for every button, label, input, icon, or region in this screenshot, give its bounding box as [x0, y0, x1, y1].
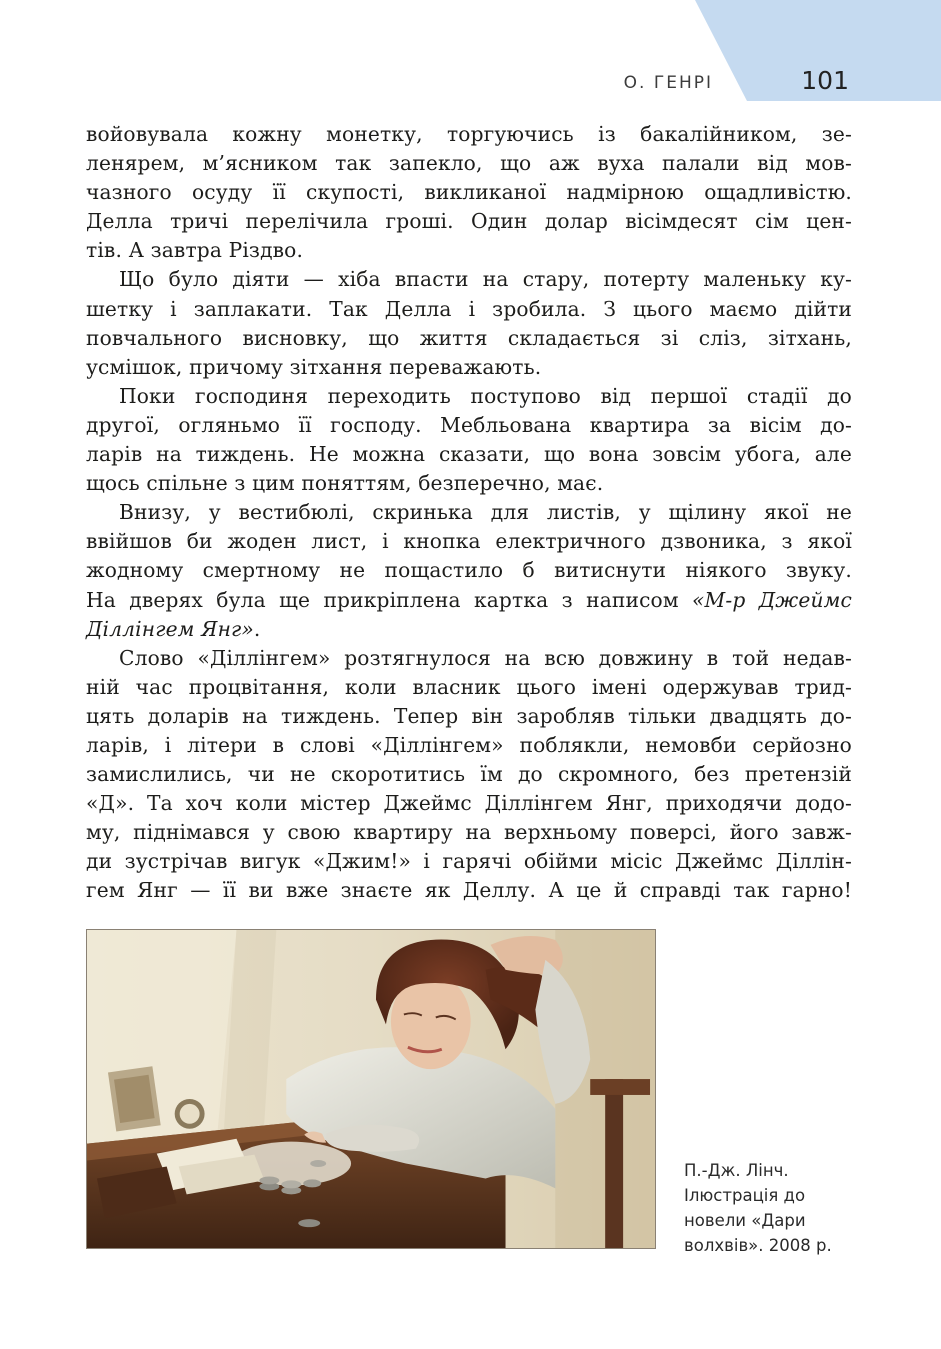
text-line: Що було діяти — хіба впасти на стару, потерту маленьку ку- [119, 267, 852, 292]
paragraph-5-cont [86, 673, 852, 906]
text-line-with-italic [86, 586, 852, 615]
caption-line: новели «Дари [684, 1211, 806, 1230]
text-line: другої, огляньмо її господу. Мебльована квартира за вісім до- [86, 412, 852, 437]
paragraph-4-end [86, 615, 852, 644]
text-line: жодному смертному не пощастило б витиснути ніякого звуку. [86, 558, 852, 583]
paragraph-2 [86, 265, 852, 294]
text-line: Слово «Діллінгем» розтягнулося на всю довжину в той недав- [119, 645, 852, 670]
italic-name: «М-р Джеймс [692, 587, 852, 612]
body-text [86, 120, 852, 906]
caption-line: волхвів». 2008 р. [684, 1236, 832, 1255]
figure-caption [684, 1158, 884, 1258]
text-line: «Д». Та хоч коли містер Джеймс Діллінгем Янг, приходячи додо- [86, 791, 852, 816]
italic-name-end: Діллінгем Янг» [86, 616, 254, 641]
paragraph-2-end [86, 353, 852, 382]
page-number: 101 [801, 66, 849, 95]
text-line: ленярем, м’ясником так запекло, що аж вуха палали від мов- [86, 151, 852, 176]
paragraph-5 [86, 644, 852, 673]
text-line: гем Янг — її ви вже знаєте як Деллу. А це й справді так гарно! [86, 878, 852, 903]
paragraph-3-cont [86, 411, 852, 469]
text-line: чазного осуду її скупості, викликаної надмірною ощадливістю. [86, 180, 852, 205]
text-line: шетку і заплакати. Так Делла і зробила. З цього маємо дійти [86, 296, 852, 321]
text-span: На дверях була ще прикріплена картка з написом [86, 587, 679, 612]
text-line: ларів на тиждень. Не можна сказати, що вона зовсім убога, але [86, 442, 852, 467]
text-line: ди зустрічав вигук «Джим!» і гарячі обійми місіс Джеймс Діллін- [86, 849, 852, 874]
paragraph-3 [86, 382, 852, 411]
paragraph-4-cont [86, 527, 852, 614]
text-span: . [253, 616, 261, 641]
paragraph-2-cont [86, 295, 852, 353]
text-line: усмішок, причому зітхання переважають. [86, 354, 542, 379]
text-line: ввійшов би жоден лист, і кнопка електричного дзвоника, з якої [86, 529, 852, 554]
text-line: Поки господиня переходить поступово від першої стадії до [119, 383, 852, 408]
caption-line: П.-Дж. Лінч. [684, 1161, 789, 1180]
text-line: цять доларів на тиждень. Тепер він заробляв тільки двадцять до- [86, 703, 852, 728]
text-line: войовувала кожну монетку, торгуючись із бакалійником, зе- [86, 122, 852, 146]
paragraph-4 [86, 498, 852, 527]
painting-woman-counting-coins [87, 930, 655, 1248]
paragraph-3-end [86, 469, 852, 498]
text-line: Делла тричі перелічила гроші. Один долар вісімдесят сім цен- [86, 209, 852, 234]
text-line-italic [86, 615, 852, 644]
illustration-image [86, 929, 656, 1249]
text-line: замислились, чи не скоротитись їм до скромного, без претензій [86, 762, 852, 787]
text-line: му, піднімався у свою квартиру на верхньому поверсі, його завж- [86, 820, 852, 845]
text-line: тів. А завтра Різдво. [86, 238, 304, 263]
text-line: Внизу, у вестибюлі, скринька для листів, у щілину якої не [119, 500, 852, 525]
caption-line: Ілюстрація до [684, 1186, 806, 1205]
text-line: ній час процвітання, коли власник цього імені одержував трид- [86, 674, 852, 699]
paragraph-1 [86, 120, 852, 236]
text-line: повчального висновку, що життя складається зі сліз, зітхань, [86, 325, 852, 350]
running-header-author: О. ГЕНРІ [623, 73, 713, 93]
text-line: ларів, і літери в слові «Діллінгем» поблякли, немовби серйозно [86, 732, 852, 757]
text-line: щось спільне з цим поняттям, безперечно, має. [86, 471, 604, 496]
paragraph-1-end [86, 236, 852, 265]
